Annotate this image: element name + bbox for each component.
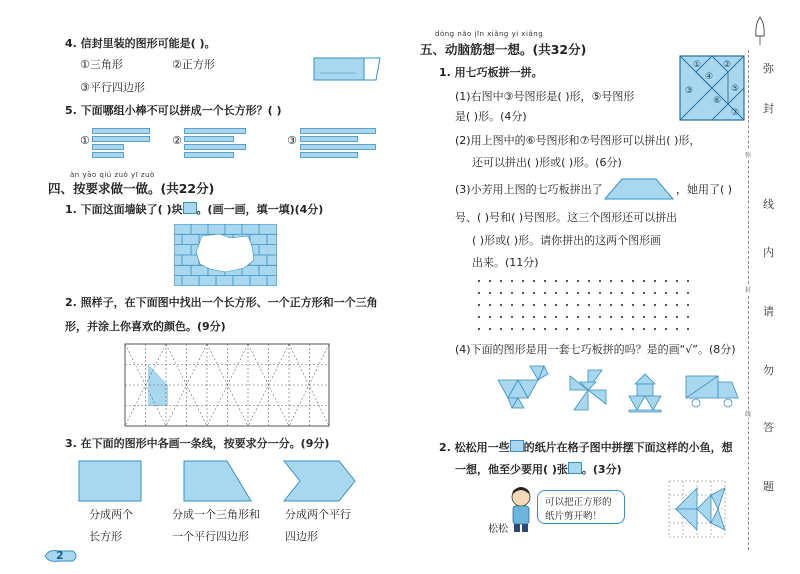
s4q3-caption-2a: 分成一个三角形和 (172, 508, 260, 521)
cut-line (748, 50, 750, 550)
grid-dot (478, 292, 480, 294)
margin-char-3: 线 (763, 198, 774, 211)
envelope-illustration (310, 55, 382, 83)
grid-dot (522, 316, 524, 318)
s4q3-title: 3. 在下面的图形中各画一条线，按要求分一分。(9分) (65, 437, 330, 450)
grid-dot (555, 316, 557, 318)
grid-dot (489, 328, 491, 330)
grid-dot (588, 316, 590, 318)
grid-dot (654, 304, 656, 306)
stick (300, 128, 376, 134)
stick (184, 128, 246, 134)
arrow-shape (283, 460, 357, 502)
grid-dot (621, 304, 623, 306)
grid-dot (588, 280, 590, 282)
grid-dot (544, 316, 546, 318)
speech-bubble (537, 490, 625, 524)
grid-dot (687, 328, 689, 330)
boy-name-label: 松松 (488, 524, 508, 535)
grid-dot (643, 328, 645, 330)
grid-dot (500, 316, 502, 318)
grid-dot (599, 316, 601, 318)
margin-char-8: 题 (763, 480, 774, 493)
margin-char-6: 勿 (763, 364, 774, 377)
margin-char-7: 答 (763, 421, 774, 434)
grid-dot (654, 328, 656, 330)
r-q1-part3-b: ，她用了( ) (676, 183, 733, 196)
boy-songsong-icon (505, 485, 537, 533)
q5-option-2: ② (172, 134, 182, 147)
grid-dot (566, 292, 568, 294)
grid-dot (500, 280, 502, 282)
dot-grid (478, 280, 698, 336)
grid-dot (511, 316, 513, 318)
tangram-label-2: ② (723, 60, 732, 70)
grid-dot (555, 304, 557, 306)
tangram-pinwheel-figure (568, 368, 608, 412)
grid-dot (632, 280, 634, 282)
r-q1-part1-b: 是( )形。(4分) (455, 110, 527, 123)
brick-wall-figure (174, 224, 277, 286)
grid-dot (544, 304, 546, 306)
grid-dot (632, 316, 634, 318)
grid-dot (555, 280, 557, 282)
s4q2-line1: 2. 照样子，在下面图中找出一个长方形、一个正方形和一个三角 (65, 296, 378, 309)
s4q2-line2: 形，并涂上你喜欢的颜色。(9分) (65, 320, 226, 333)
q4-option-1: ①三角形 (80, 58, 123, 71)
grid-dot (687, 292, 689, 294)
grid-dot (522, 280, 524, 282)
grid-dot (643, 280, 645, 282)
grid-dot (654, 316, 656, 318)
tangram-label-1: ① (693, 60, 702, 70)
grid-dot (500, 328, 502, 330)
stick (92, 152, 124, 158)
grid-dot (533, 280, 535, 282)
section4-pinyin: àn yāo qiú zuò yī zuò (70, 171, 155, 179)
blue-square-card-icon (510, 440, 524, 452)
tangram-square-figure (679, 55, 745, 121)
r-q2-text-line1: 2. 松松用一些 的纸片在格子图中拼摆下面这样的小鱼，想 (439, 441, 733, 454)
margin-char-4: 内 (763, 246, 774, 259)
grid-dot (555, 328, 557, 330)
grid-dot (654, 280, 656, 282)
q4-title: 4. 信封里装的图形可能是( )。 (65, 37, 216, 50)
stick (300, 152, 358, 158)
grid-dot (511, 304, 513, 306)
grid-dot (643, 292, 645, 294)
page-number: 2 (56, 549, 64, 562)
trapezoid-tangram-icon (604, 178, 674, 200)
grid-dot (588, 328, 590, 330)
margin-char-5: 请 (763, 305, 774, 318)
s4q3-caption-2b: 一个平行四边形 (172, 530, 249, 543)
grid-dot (500, 292, 502, 294)
q4-option-2: ②正方形 (172, 58, 215, 71)
grid-dot (544, 280, 546, 282)
grid-dot (588, 304, 590, 306)
grid-dot (577, 316, 579, 318)
section5-pinyin: dòng nǎo jīn xiǎng yi xiǎng (435, 30, 544, 38)
stick (300, 136, 358, 142)
grid-dot (522, 292, 524, 294)
grid-dot (676, 304, 678, 306)
margin-small-1: 弥 (745, 152, 752, 159)
grid-dot (555, 292, 557, 294)
fish-grid-figure (668, 480, 726, 538)
rectangle-shape (78, 460, 142, 502)
grid-dot (621, 292, 623, 294)
bubble-line-1: 可以把正方形的 (545, 497, 612, 508)
r-q1-part3-d: ( )形或( )形。请你拼出的这两个图形画 (472, 234, 662, 247)
grid-dot (599, 280, 601, 282)
grid-dot (544, 328, 546, 330)
stick (92, 128, 150, 134)
q5-option-3: ③ (287, 134, 297, 147)
grid-dot (577, 304, 579, 306)
s4q3-caption-1b: 长方形 (89, 530, 122, 543)
page-number-badge (43, 548, 81, 564)
margin-char-2: 封 (763, 102, 774, 115)
grid-dot (489, 292, 491, 294)
grid-dot (665, 292, 667, 294)
grid-dot (687, 304, 689, 306)
grid-dot (621, 316, 623, 318)
grid-dot (577, 280, 579, 282)
grid-dot (676, 280, 678, 282)
q4-option-3: ③平行四边形 (80, 81, 145, 94)
tangram-label-4: ④ (705, 72, 714, 82)
grid-dot (500, 304, 502, 306)
grid-dot (621, 280, 623, 282)
blue-square-card-icon (568, 462, 582, 474)
grid-dot (566, 328, 568, 330)
s4q1-text: 1. 下面这面墙缺了( )块 。(画一画，填一填)(4分) (65, 203, 324, 216)
grid-dot (632, 292, 634, 294)
grid-dot (665, 280, 667, 282)
r-q1-part4: (4)下面的图形是用一套七巧板拼的吗？是的画“√”。(8分) (455, 343, 736, 356)
grid-dot (489, 304, 491, 306)
r-q1-part3-a: (3)小芳用上图的七巧板拼出了 (455, 183, 603, 196)
s4q3-caption-1a: 分成两个 (89, 508, 133, 521)
tangram-label-7: ⑦ (731, 108, 740, 118)
section4-title: 四、按要求做一做。(共22分) (48, 181, 215, 196)
tangram-house-figure (625, 370, 667, 414)
grid-dot (687, 280, 689, 282)
r-q1-part2-a: (2)用上图中的⑥号图形和⑦号图形可以拼出( )形， (455, 134, 701, 147)
r-q1-part3-c: 号、( )号和( )号图形。这三个图形还可以拼出 (455, 211, 678, 224)
grid-dot (599, 292, 601, 294)
grid-dot (621, 328, 623, 330)
grid-dot (511, 292, 513, 294)
stick (92, 144, 124, 150)
grid-dot (577, 328, 579, 330)
blue-brick-icon (183, 202, 197, 214)
margin-small-2: 封 (745, 287, 752, 294)
grid-dot (643, 316, 645, 318)
tangram-truck-figure (684, 372, 742, 412)
tangram-label-3: ③ (685, 86, 694, 96)
s4q3-caption-3a: 分成两个平行 (285, 508, 351, 521)
grid-dot (566, 316, 568, 318)
grid-dot (599, 304, 601, 306)
grid-dot (665, 316, 667, 318)
section5-title: 五、动脑筋想一想。(共32分) (420, 42, 587, 57)
stick (184, 136, 234, 142)
grid-dot (610, 316, 612, 318)
grid-dot (489, 280, 491, 282)
grid-dot (511, 328, 513, 330)
grid-dot (610, 292, 612, 294)
grid-dot (610, 280, 612, 282)
grid-dot (654, 292, 656, 294)
grid-dot (676, 328, 678, 330)
grid-dot (478, 328, 480, 330)
grid-dot (676, 292, 678, 294)
grid-dot (577, 292, 579, 294)
grid-dot (676, 316, 678, 318)
grid-dot (533, 316, 535, 318)
grid-dot (522, 304, 524, 306)
stick (184, 144, 246, 150)
stick (300, 144, 376, 150)
grid-dot (533, 292, 535, 294)
grid-dot (643, 304, 645, 306)
grid-dot (610, 304, 612, 306)
grid-dot (489, 316, 491, 318)
grid-dot (632, 328, 634, 330)
s4q3-caption-3b: 四边形 (285, 530, 318, 543)
r-q2-text-line2: 一想，他至少要用( )张 。(3分) (455, 463, 622, 476)
grid-dot (478, 304, 480, 306)
r-q1-part1-a: (1)右图中③号图形是( )形，⑤号图形 (455, 90, 635, 103)
q5-option-1: ① (80, 134, 90, 147)
r-q1-part3-e: 出来。(11分) (472, 256, 539, 269)
margin-char-1: 弥 (763, 62, 774, 75)
grid-dot (533, 304, 535, 306)
grid-dot (533, 328, 535, 330)
grid-dot (511, 280, 513, 282)
stick (92, 136, 150, 142)
grid-dot (544, 292, 546, 294)
grid-dot (632, 304, 634, 306)
grid-dot (588, 292, 590, 294)
trapezoid-shape (183, 460, 253, 502)
grid-dot (566, 280, 568, 282)
grid-dot (599, 328, 601, 330)
r-q1-title: 1. 用七巧板拼一拼。 (439, 66, 543, 79)
bubble-line-2: 纸片剪开哟！ (545, 511, 603, 522)
grid-dot (522, 328, 524, 330)
rocket-icon (753, 16, 767, 46)
grid-dot (566, 304, 568, 306)
grid-dot (478, 280, 480, 282)
dashed-grid-figure (124, 343, 330, 427)
margin-small-3: 线 (745, 411, 752, 418)
stick (184, 152, 234, 158)
tangram-label-5: ⑤ (731, 84, 740, 94)
q5-title: 5. 下面哪组小棒不可以拼成一个长方形？( ) (65, 104, 282, 117)
tangram-bird-figure (490, 362, 550, 414)
grid-dot (478, 316, 480, 318)
grid-dot (687, 316, 689, 318)
grid-dot (610, 328, 612, 330)
grid-dot (665, 304, 667, 306)
r-q1-part2-b: 还可以拼出( )形或( )形。(6分) (472, 156, 622, 169)
grid-dot (665, 328, 667, 330)
tangram-label-6: ⑥ (713, 96, 722, 106)
